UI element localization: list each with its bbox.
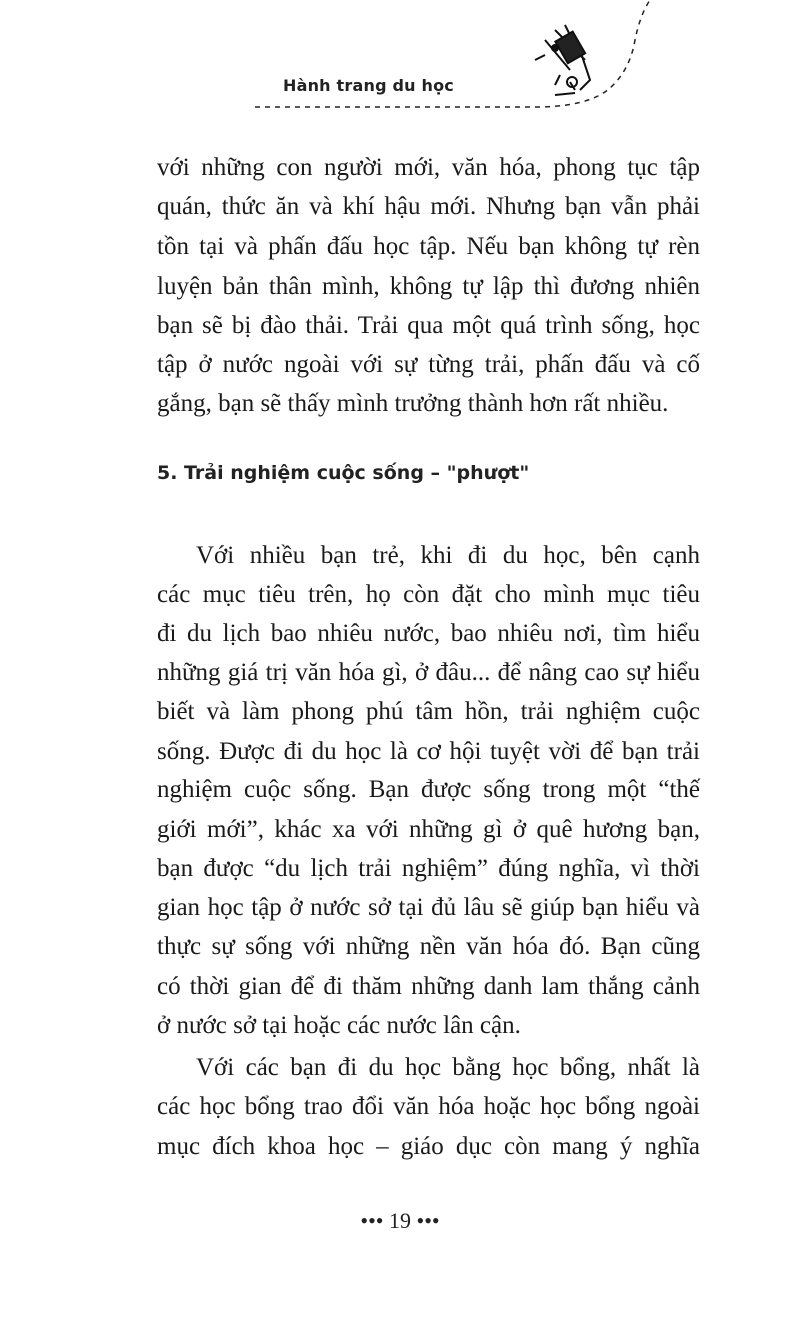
traveler-illustration-icon: [535, 25, 590, 95]
text-line: với những con người mới, văn hóa, phong tục tập: [157, 154, 700, 181]
text-line: biết và làm phong phú tâm hồn, trải nghiệm cuộc: [157, 698, 700, 725]
text-line: đi du lịch bao nhiêu nước, bao nhiêu nơi, tìm hiểu: [157, 620, 700, 647]
text-line: ở nước sở tại hoặc các nước lân cận.: [157, 1012, 521, 1039]
text-line: gian học tập ở nước sở tại đủ lâu sẽ giúp bạn hiểu và: [157, 894, 700, 921]
text-line: Với các bạn đi du học bằng học bổng, nhất là: [196, 1054, 700, 1081]
text-line: sống. Được đi du học là cơ hội tuyệt vời để bạn trải: [157, 738, 700, 765]
text-line: những giá trị văn hóa gì, ở đâu... để nâng cao sự hiểu: [157, 659, 700, 686]
text-line: bạn sẽ bị đào thải. Trải qua một quá trình sống, học: [157, 312, 700, 339]
text-line: nghiệm cuộc sống. Bạn được sống trong một “thế: [157, 776, 700, 803]
running-title: Hành trang du học: [283, 76, 454, 95]
text-line: quán, thức ăn và khí hậu mới. Nhưng bạn vẫn phải: [157, 193, 700, 220]
text-line: Với nhiều bạn trẻ, khi đi du học, bên cạnh: [196, 542, 700, 569]
text-line: tồn tại và phấn đấu học tập. Nếu bạn không tự rèn: [157, 233, 700, 260]
text-line: các mục tiêu trên, họ còn đặt cho mình mục tiêu: [157, 581, 700, 608]
text-line: thực sự sống với những nền văn hóa đó. Bạn cũng: [157, 933, 700, 960]
page-number: ••• 19 •••: [360, 1208, 440, 1233]
text-line: các học bổng trao đổi văn hóa hoặc học bổng ngoài: [157, 1093, 700, 1120]
section-heading: 5. Trải nghiệm cuộc sống – "phượt": [157, 462, 530, 484]
text-line: mục đích khoa học – giáo dục còn mang ý nghĩa: [157, 1133, 700, 1160]
text-line: bạn được “du lịch trải nghiệm” đúng nghĩa, vì thời: [157, 855, 700, 882]
text-line: có thời gian để đi thăm những danh lam thắng cảnh: [157, 973, 700, 1000]
text-line: luyện bản thân mình, không tự lập thì đương nhiên: [157, 273, 700, 300]
text-line: gắng, bạn sẽ thấy mình trưởng thành hơn rất nhiều.: [157, 390, 669, 417]
text-line: tập ở nước ngoài với sự từng trải, phấn đấu và cố: [157, 351, 700, 378]
text-line: giới mới”, khác xa với những gì ở quê hương bạn,: [157, 816, 700, 843]
header-decoration: [0, 0, 800, 140]
